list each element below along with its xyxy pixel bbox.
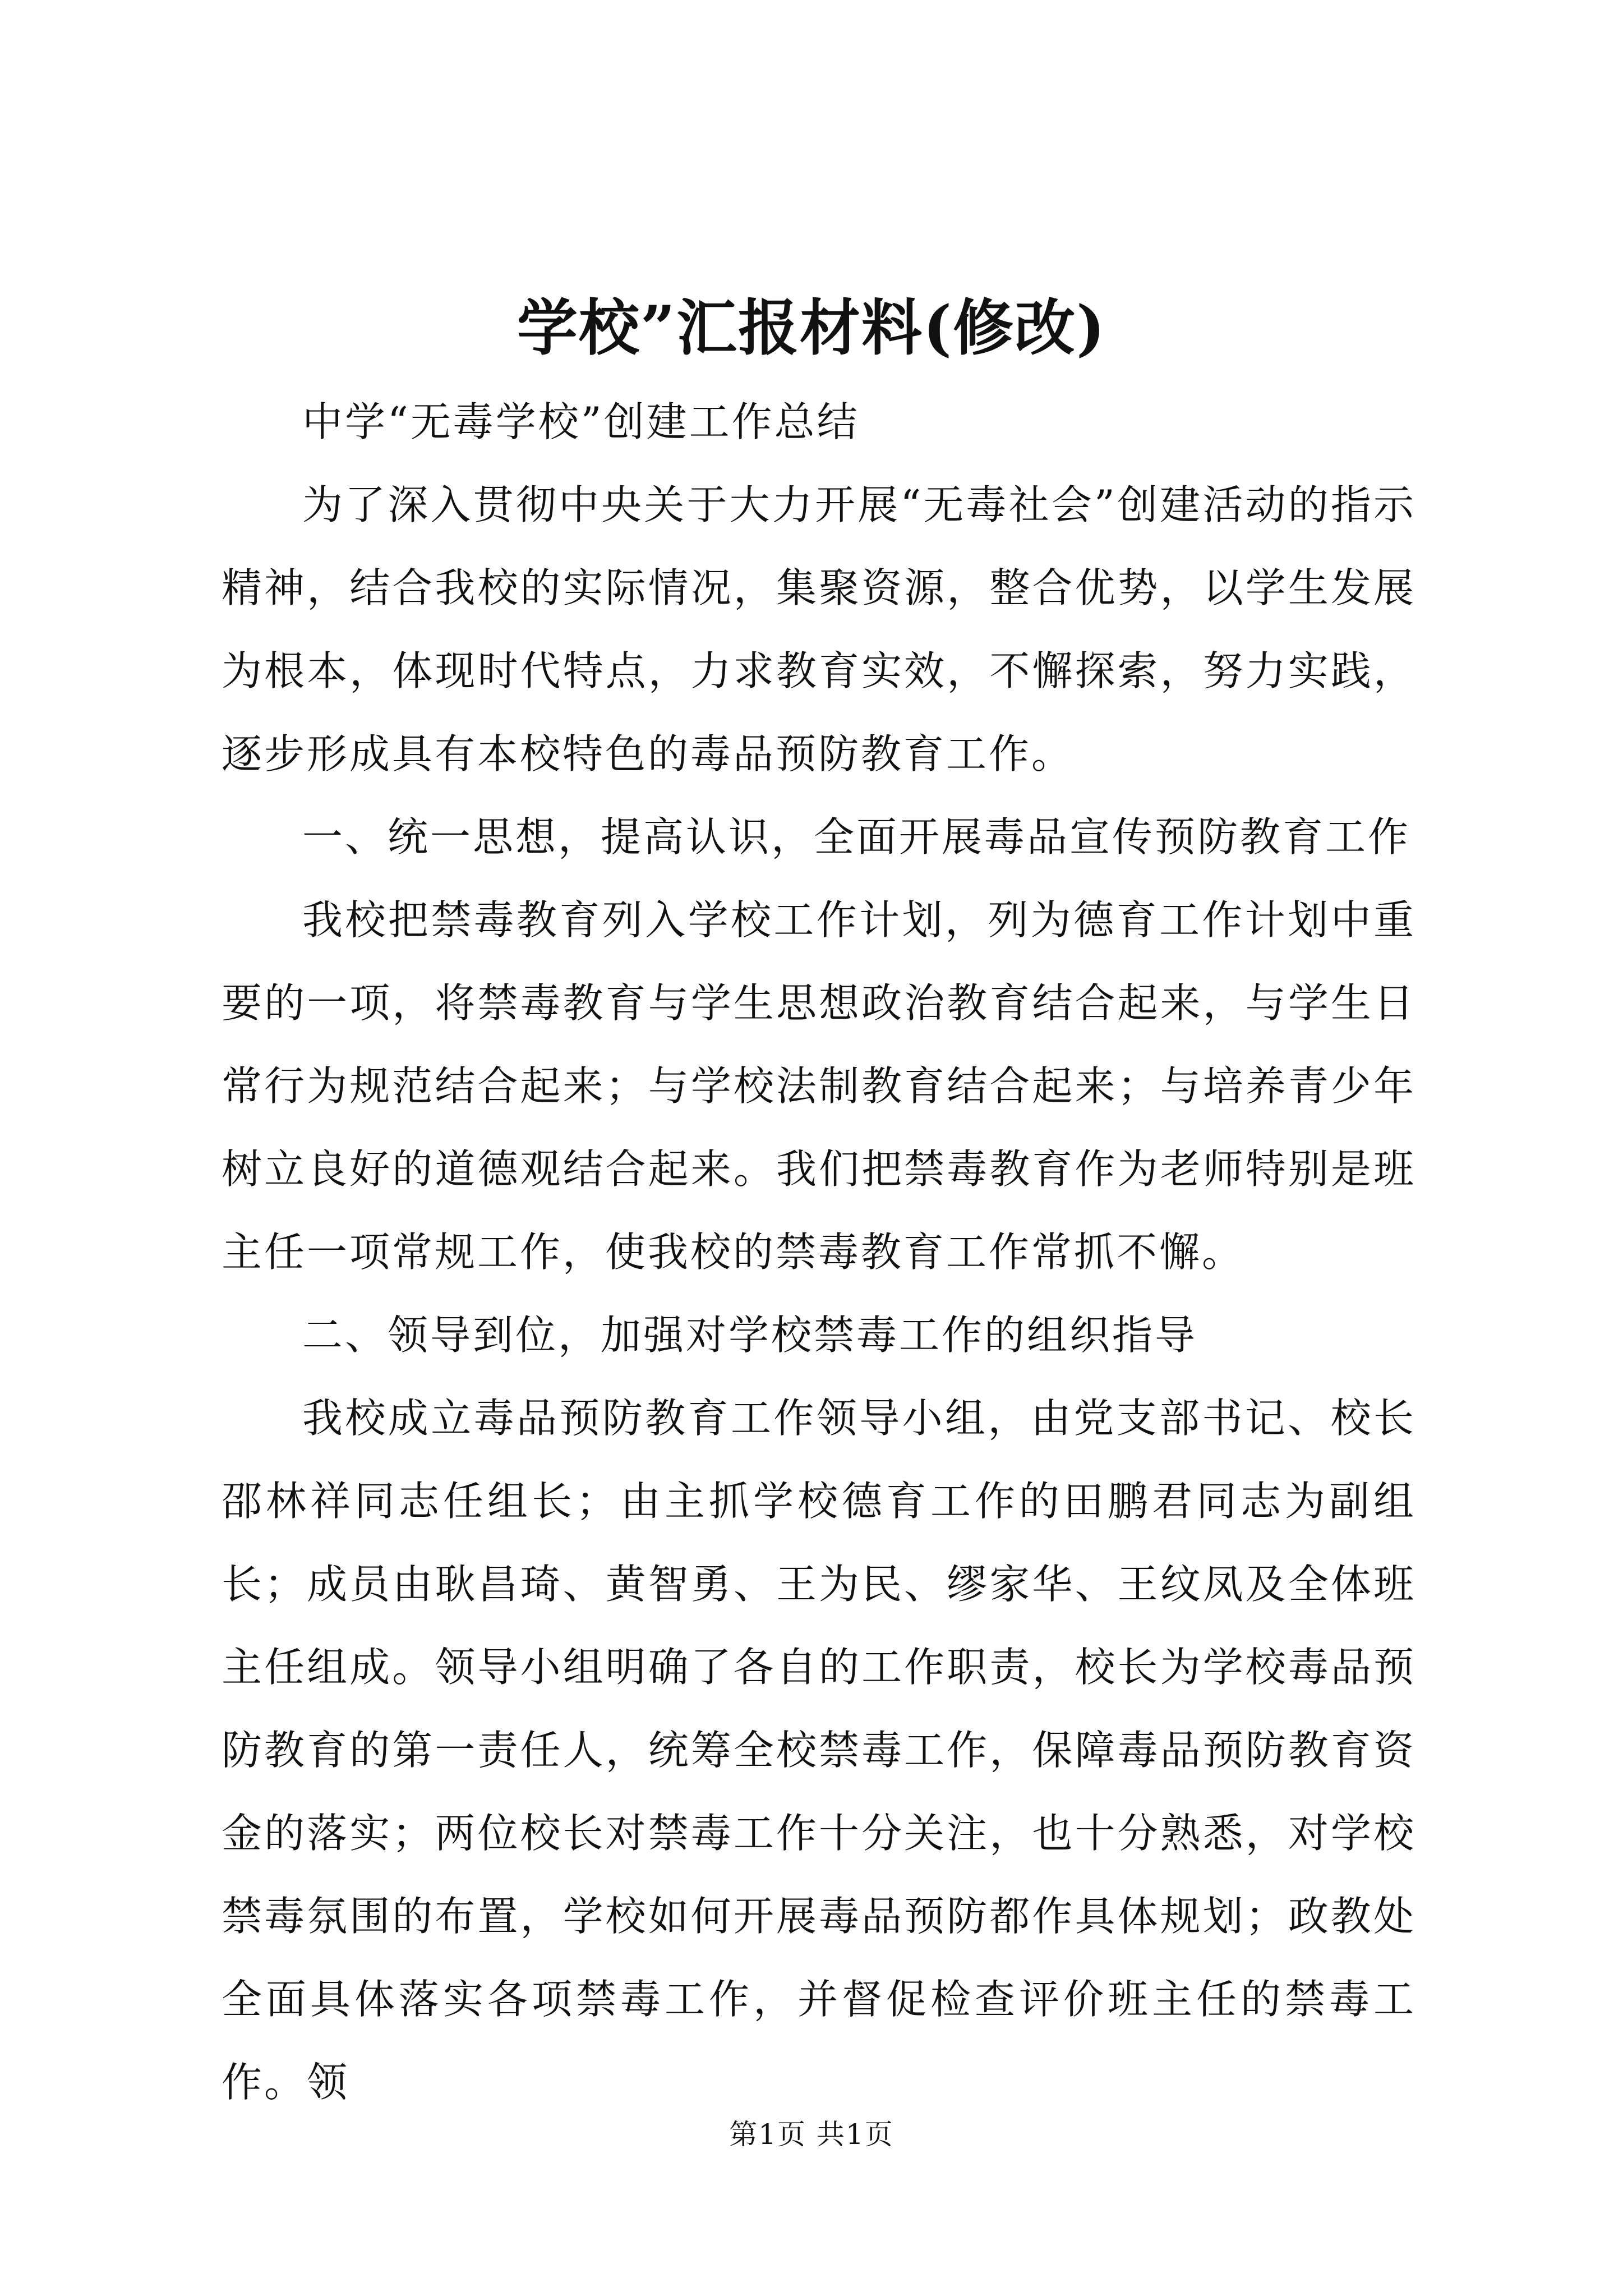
paragraph-section-1: 我校把禁毒教育列入学校工作计划，列为德育工作计划中重要的一项，将禁毒教育与学生思想政治教育结合起来，与学生日常行为规范结合起来；与学校法制教育结合起来；与培养青少年树立良好的道德观结合起来。我们把禁毒教育作为老师特别是班主任一项常规工作，使我校的禁毒教育工作常抓不懈。 bbox=[222, 896, 1416, 1276]
section-heading-2: 二、领导到位，加强对学校禁毒工作的组织指导 bbox=[302, 1312, 1198, 1359]
section-heading-1: 一、统一思想，提高认识，全面开展毒品宣传预防教育工作 bbox=[302, 813, 1411, 861]
paragraph-subtitle: 中学“无毒学校”创建工作总结 bbox=[302, 398, 860, 445]
paragraph-section-2: 我校成立毒品预防教育工作领导小组，由党支部书记、校长邵林祥同志任组长；由主抓学校德育工作的田鹏君同志为副组长；成员由耿昌琦、黄智勇、王为民、缪家华、王纹凤及全体班主任组成。领导小组明确了各自的工作职责，校长为学校毒品预防教育的第一责任人，统筹全校禁毒工作，保障毒品预防教育资金的落实；两位校长对禁毒工作十分关注，也十分熟悉，对学校禁毒氛围的布置，学校如何开展毒品预防都作具体规划；政教处全面具体落实各项禁毒工作，并督促检查评价班主任的禁毒工作。领 bbox=[222, 1395, 1416, 2106]
page-footer: 第1页 共1页 bbox=[729, 2118, 894, 2151]
paragraph-intro: 为了深入贯彻中央关于大力开展“无毒社会”创建活动的指示精神，结合我校的实际情况，集聚资源，整合优势，以学生发展为根本，体现时代特点，力求教育实效，不懈探索，努力实践，逐步形成具有本校特色的毒品预防教育工作。 bbox=[222, 481, 1416, 777]
document-body bbox=[222, 380, 1416, 2124]
document-title: 学校”汇报材料(修改) bbox=[517, 293, 1106, 364]
